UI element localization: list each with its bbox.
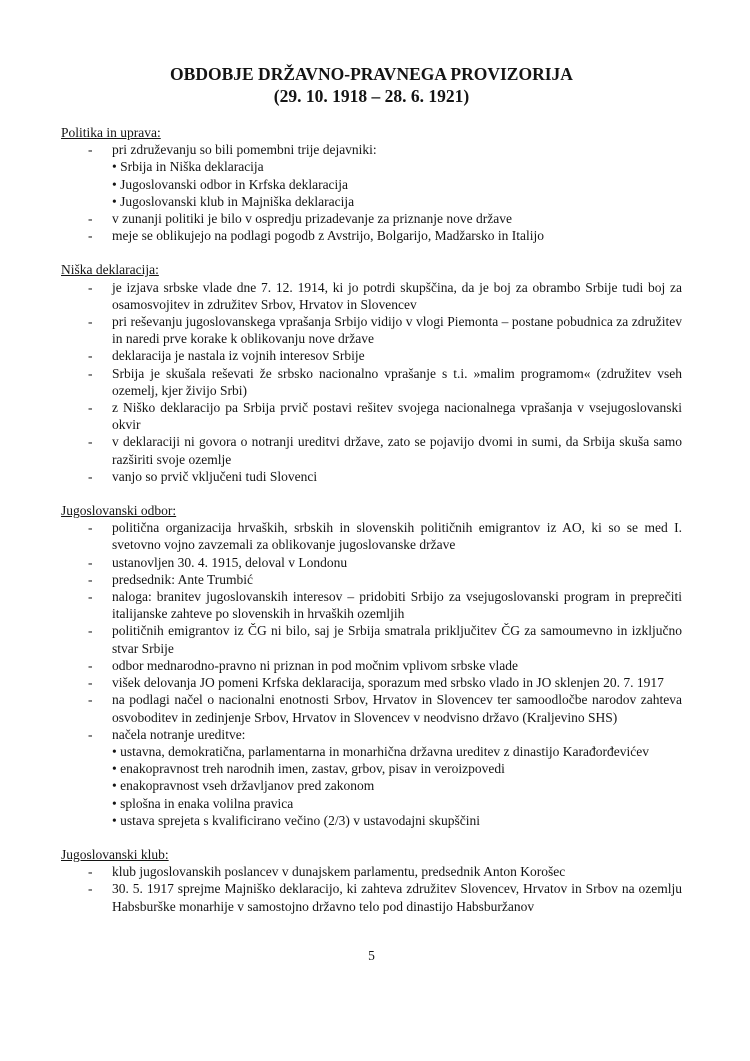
sub-list-item: • ustavna, demokratična, parlamentarna in monarhična državna ureditev z dinastijo Karađorđevićev (112, 743, 650, 759)
item-text: pri reševanju jugoslovanskega vprašanja Srbijo vidijo v vlogi Piemonta – postane pobudnica za združitev in naredi prve korake k oblikovanju nove države (112, 314, 682, 347)
section-heading: Jugoslovanski odbor: (61, 503, 177, 519)
item-text: višek delovanja JO pomeni Krfska deklaracija, sporazum med srbsko vlado in JO sklenjen 20. 7. 1917 (112, 675, 664, 691)
list-item (61, 691, 682, 725)
item-text: pri združevanju so bili pomembni trije dejavniki: • Srbija in Niška deklaracija • Jugoslovanski odbor in Krfska deklaracija • Jugoslovanski klub in Majniška deklaracija (112, 141, 682, 210)
item-text: Srbija je skušala reševati že srbsko nacionalno vprašanje s t.i. »malim programom« (združitev vseh ozemelj, kjer živijo Srbi) (112, 365, 682, 398)
list-item (61, 880, 682, 914)
dash-marker: - (88, 365, 93, 381)
section (61, 502, 682, 829)
sub-list-item: • splošna in enaka volilna pravica (112, 795, 294, 811)
item-text: v zunanji politiki je bilo v ospredju prizadevanje za priznanje nove države (112, 211, 512, 227)
document-subtitle: (29. 10. 1918 – 28. 6. 1921) (273, 86, 470, 106)
dash-marker: - (88, 554, 93, 570)
dash-marker: - (88, 675, 93, 691)
dash-marker: - (88, 228, 93, 244)
list-item (61, 571, 682, 588)
item-text: deklaracija je nastala iz vojnih interesov Srbije (112, 348, 365, 364)
sub-list-item: • Srbija in Niška deklaracija (112, 159, 264, 175)
list-item (61, 399, 682, 433)
item-text: na podlagi načel o nacionalni enotnosti Srbov, Hrvatov in Slovencev ter samoodločbe narodov zahteva osvoboditev in zedinjenje Srbov, Hrvatov in Slovencev v neodvisno državo (Kraljevino SHS) (112, 692, 682, 725)
item-text: politična organizacija hrvaških, srbskih in slovenskih političnih emigrantov iz AO, ki so se med I. svetovno vojno zavzemali za oblikovanje jugoslovanske države (112, 520, 682, 553)
sub-list-item: • enakopravnost treh narodnih imen, zastav, grbov, pisav in veroizpovedi (112, 761, 505, 777)
item-text: načela notranje ureditve: • ustavna, demokratična, parlamentarna in monarhična državna ureditev z dinastijo Karađorđevićev • enakopravnost treh narodnih imen, zastav, grbov, pisav in veroizpovedi • enakopravnost vseh državljanov pred zakonom • splošna in enaka volilna pravica • ustava sprejeta s kvalificirano večino (2/3) v ustavodajni skupščini (112, 726, 682, 829)
dash-marker: - (88, 589, 93, 605)
item-text: v deklaraciji ni govora o notranji ureditvi države, zato se pojavijo dvomi in sumi, da Srbija skuša samo razširiti svoje ozemlje (112, 434, 682, 467)
item-text: klub jugoslovanskih poslancev v dunajskem parlamentu, predsednik Anton Korošec (112, 864, 566, 880)
list-item (61, 279, 682, 313)
list-item (61, 622, 682, 656)
section-heading: Jugoslovanski klub: (61, 846, 169, 862)
list-item (61, 519, 682, 553)
dash-marker: - (88, 434, 93, 450)
list-item (61, 674, 682, 691)
sub-list-item: • enakopravnost vseh državljanov pred zakonom (112, 778, 375, 794)
sub-list-item: • Jugoslovanski odbor in Krfska deklaracija (112, 176, 349, 192)
section-heading: Politika in uprava: (61, 125, 161, 140)
item-text: političnih emigrantov iz ČG ni bilo, saj je Srbija smatrala priključitev ČG za samoumevno in izključno stvar Srbije (112, 623, 682, 656)
dash-marker: - (88, 692, 93, 708)
sections-container (61, 124, 682, 915)
dash-marker: - (88, 314, 93, 330)
item-text: meje se oblikujejo na podlagi pogodb z Avstrijo, Bolgarijo, Madžarsko in Italijo (112, 228, 545, 244)
sub-list-item: • ustava sprejeta s kvalificirano večino (2/3) v ustavodajni skupščini (112, 812, 481, 828)
list-item (61, 433, 682, 467)
list-item (61, 347, 682, 364)
item-text: z Niško deklaracijo pa Srbija prvič postavi rešitev svojega nacionalnega vprašanja v vsejugoslovanski okvir (112, 400, 682, 433)
dash-marker: - (88, 400, 93, 416)
dash-marker: - (88, 571, 93, 587)
sub-list-item: • Jugoslovanski klub in Majniška deklaracija (112, 193, 355, 209)
list-item (61, 863, 682, 880)
item-text: naloga: branitev jugoslovanskih interesov – pridobiti Srbijo za vsejugoslovanski program in preprečiti italijanske zahteve po slovenskih in hrvaških ozemljih (112, 589, 682, 622)
dash-marker: - (88, 211, 93, 227)
list-item (61, 554, 682, 571)
list-item (61, 141, 682, 210)
item-text: predsednik: Ante Trumbić (112, 571, 253, 587)
item-text: vanjo so prvič vključeni tudi Slovenci (112, 468, 318, 484)
dash-marker: - (88, 142, 93, 158)
list-item (61, 313, 682, 347)
section (61, 124, 682, 244)
dash-marker: - (88, 468, 93, 484)
list-item (61, 588, 682, 622)
section-heading: Niška deklaracija: (61, 262, 159, 278)
document-title-block (61, 63, 682, 107)
item-text: ustanovljen 30. 4. 1915, deloval v Londonu (112, 554, 348, 570)
section (61, 846, 682, 915)
section (61, 261, 682, 485)
dash-marker: - (88, 864, 93, 880)
item-text: odbor mednarodno-pravno ni priznan in pod močnim vplivom srbske vlade (112, 657, 519, 673)
document-title: OBDOBJE DRŽAVNO-PRAVNEGA PROVIZORIJA (170, 64, 573, 84)
dash-marker: - (88, 623, 93, 639)
list-item (61, 657, 682, 674)
item-text: je izjava srbske vlade dne 7. 12. 1914, ki jo potrdi skupščina, da je boj za obrambo Srbije tudi boj za osamosvojitev in združitev Srbov, Hrvatov in Slovencev (112, 279, 682, 312)
item-text: 30. 5. 1917 sprejme Majniško deklaracijo, ki zahteva združitev Slovencev, Hrvatov in Srbov na ozemlju Habsburške monarhije v samostojno državno telo pod dinastijo Habsburžanov (112, 881, 682, 914)
list-item (61, 726, 682, 829)
dash-marker: - (88, 726, 93, 742)
dash-marker: - (88, 520, 93, 536)
dash-marker: - (88, 657, 93, 673)
dash-marker: - (88, 279, 93, 295)
page-number: 5 (368, 947, 375, 963)
dash-marker: - (88, 881, 93, 897)
list-item (61, 468, 682, 485)
list-item (61, 210, 682, 227)
list-item (61, 227, 682, 244)
list-item (61, 365, 682, 399)
dash-marker: - (88, 348, 93, 364)
